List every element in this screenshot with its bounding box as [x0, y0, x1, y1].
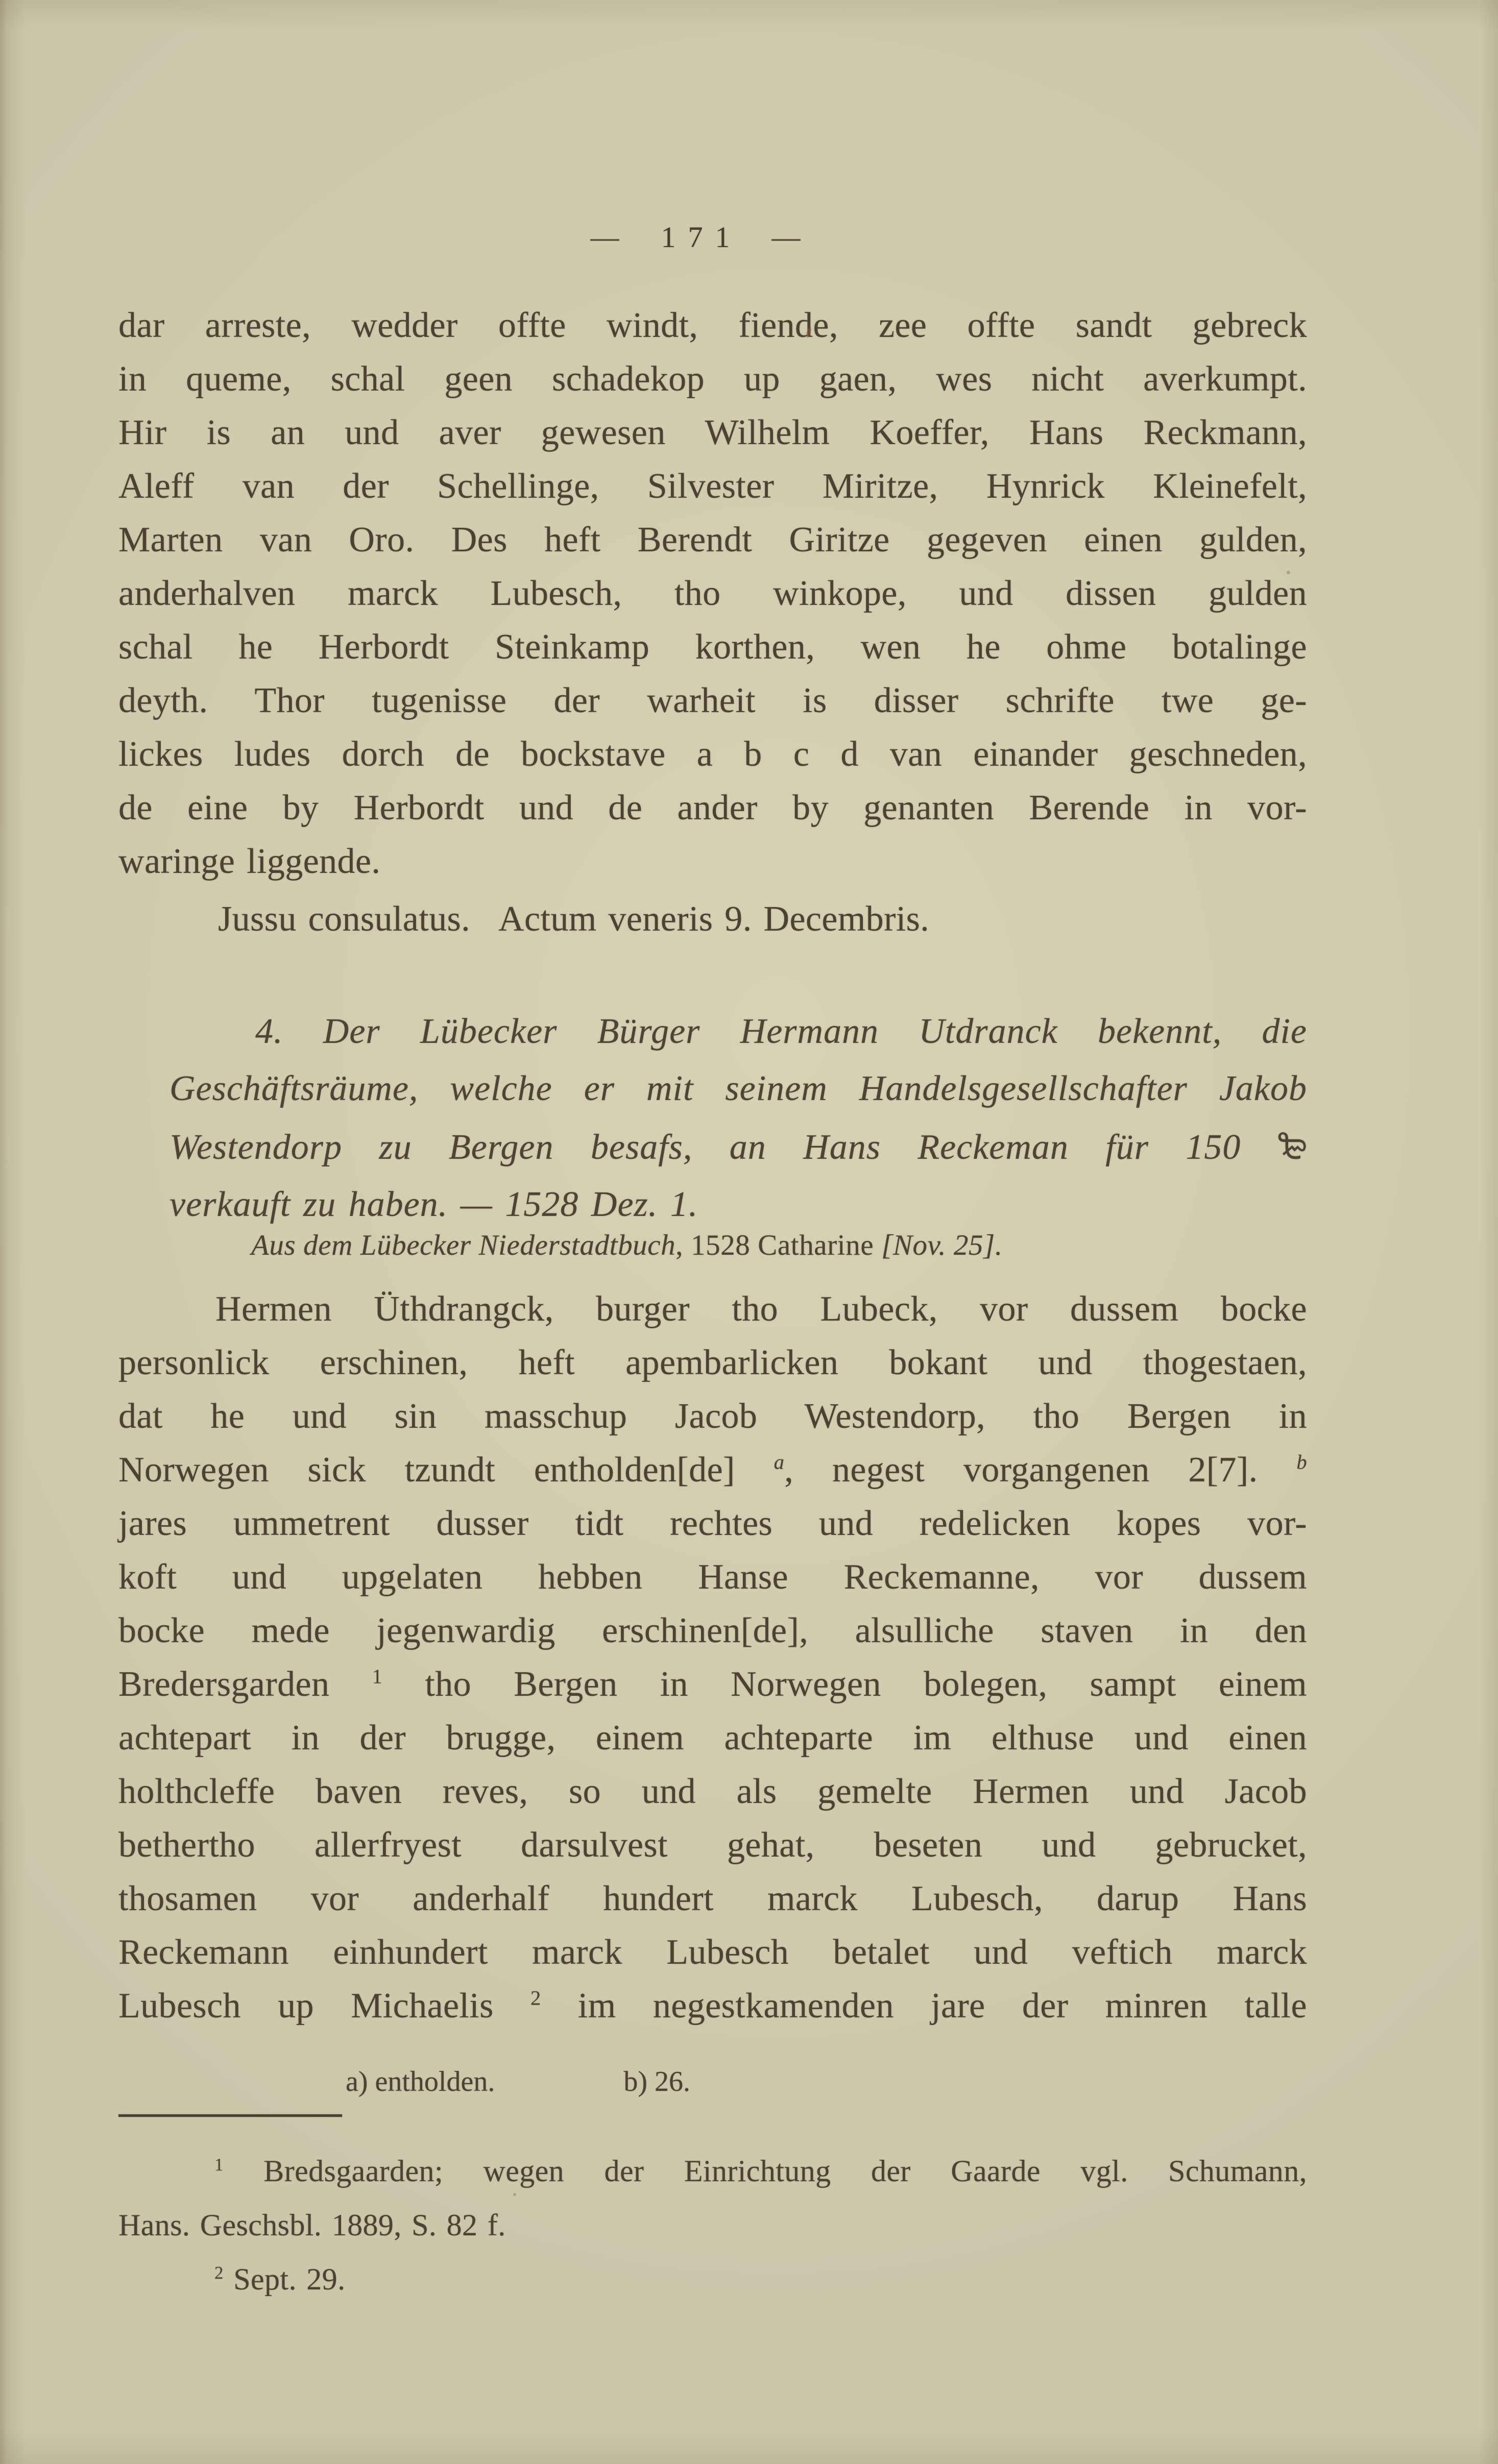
text-line: thosamen vor anderhalf hundert marck Lubesch, darup Hans — [118, 1879, 1307, 1918]
source-bracket-date: [Nov. 25]. — [881, 1229, 1003, 1261]
source-citation-line — [251, 1225, 1003, 1266]
text-line: Bredersgarden $^1$ tho Bergen in Norwegen bolegen, sampt einem — [118, 1665, 1307, 1704]
apparatus-entry-b: b) 26. — [623, 2066, 690, 2097]
paragraph-continued — [118, 299, 1307, 888]
regest-line: verkauft zu haben. — 1528 Dez. 1. — [170, 1185, 698, 1224]
source-title: Aus dem Lübecker Niederstadtbuch — [251, 1229, 676, 1261]
footnote-line: $^1$ Bredsgaarden; wegen der Einrichtung der Gaarde vgl. Schumann, — [214, 2154, 1307, 2188]
header-dash-right: — — [771, 222, 801, 253]
text-line: in queme, schal geen schadekop up gaen, wes nicht averkumpt. — [118, 359, 1307, 399]
text-line: holthcleffe baven reves, so und als gemelte Hermen und Jacob — [118, 1772, 1307, 1811]
footnotes-block — [118, 2144, 1307, 2306]
text-line: Marten van Oro. Des heft Berendt Giritze gegeven einen gulden, — [118, 520, 1307, 559]
footnote-line: Hans. Geschsbl. 1889, S. 82 f. — [118, 2208, 506, 2242]
text-line: bethertho allerfryest darsulvest gehat, beseten und gebrucket, — [118, 1825, 1307, 1865]
source-date: , 1528 Catharine — [675, 1229, 882, 1261]
footnote-marker-2: 2 — [530, 1986, 541, 2010]
paper-speck — [513, 2193, 516, 2196]
text-line: personlick erschinen, heft apembarlicken bokant und thogestaen, — [118, 1343, 1307, 1382]
footnote-1-marker: 1 — [214, 2155, 224, 2175]
text-line: anderhalven marck Lubesch, tho winkope, und dissen gulden — [118, 574, 1307, 613]
regest-line: Westendorp zu Bergen besafs, an Hans Reckeman für 150 ₻ — [170, 1125, 1308, 1167]
text-line: koft und upgelaten hebben Hanse Reckemanne, vor dussem — [118, 1557, 1307, 1597]
spacer — [495, 2061, 623, 2102]
footnote-marker-1: 1 — [372, 1665, 383, 1688]
header-dash-left: — — [590, 222, 619, 253]
closing-formula-part1: Jussu consulatus. — [218, 899, 471, 939]
text-line: lickes ludes dorch de bockstave a b c d van einander geschneden, — [118, 735, 1307, 774]
regest-line: 4. Der Lübecker Bürger Hermann Utdranck bekennt, die — [255, 1012, 1307, 1051]
text-line: waringe liggende. — [118, 842, 381, 881]
paper-speck — [1287, 571, 1290, 574]
footnote-line: $^2$ Sept. 29. — [214, 2262, 346, 2296]
text-line: jares ummetrent dusser tidt rechtes und redelicken kopes vor- — [118, 1504, 1307, 1543]
apparatus-note-marker-a: a — [774, 1450, 785, 1474]
apparatus-entry-a: a) entholden. — [346, 2066, 495, 2097]
text-line: schal he Herbordt Steinkamp korthen, wen he ohme botalinge — [118, 627, 1307, 667]
text-line: dar arreste, wedder offte windt, fiende, zee offte sandt gebreck — [118, 306, 1307, 345]
closing-formula-line — [118, 892, 1307, 946]
entry-regest-heading — [170, 1003, 1307, 1233]
apparatus-note-marker-b: b — [1296, 1450, 1308, 1474]
text-line: Norwegen sick tzundt entholden[de] $^a$, negest vorgangenen 2[7]. $^b$ — [118, 1450, 1308, 1490]
entry-body-paragraph — [118, 1282, 1307, 2033]
critical-apparatus — [118, 2061, 1307, 2102]
page-number: 171 — [661, 221, 742, 254]
text-line: Reckemann einhundert marck Lubesch betalet und veftich marck — [118, 1933, 1307, 1972]
text-line: achtepart in der brugge, einem achteparte im elthuse und einen — [118, 1718, 1307, 1758]
text-line: Hermen Üthdrangck, burger tho Lubeck, vor dussem bocke — [215, 1289, 1307, 1329]
text-line: Lubesch up Michaelis $^2$ im negestkamenden jare der minren talle — [118, 1986, 1307, 2026]
regest-line: Geschäftsräume, welche er mit seinem Handelsgesellschafter Jakob — [170, 1069, 1307, 1108]
closing-formula-part2: Actum veneris 9. Decembris. — [498, 899, 930, 939]
text-line: bocke mede jegenwardig erschinen[de], alsulliche staven in den — [118, 1611, 1307, 1650]
footnote-separator-rule — [118, 2114, 342, 2117]
text-line: de eine by Herbordt und de ander by genanten Berende in vor- — [118, 788, 1307, 827]
page-header — [101, 214, 1290, 260]
mark-lubisch-currency-sign: ₻ — [1277, 1125, 1308, 1167]
text-line: deyth. Thor tugenisse der warheit is disser schrifte twe ge- — [118, 681, 1307, 720]
text-line: dat he und sin masschup Jacob Westendorp, tho Bergen in — [118, 1397, 1307, 1436]
text-line: Aleff van der Schellinge, Silvester Miritze, Hynrick Kleinefelt, — [118, 467, 1307, 506]
text-line: Hir is an und aver gewesen Wilhelm Koeffer, Hans Reckmann, — [118, 413, 1307, 452]
footnote-2-marker: 2 — [214, 2263, 224, 2283]
